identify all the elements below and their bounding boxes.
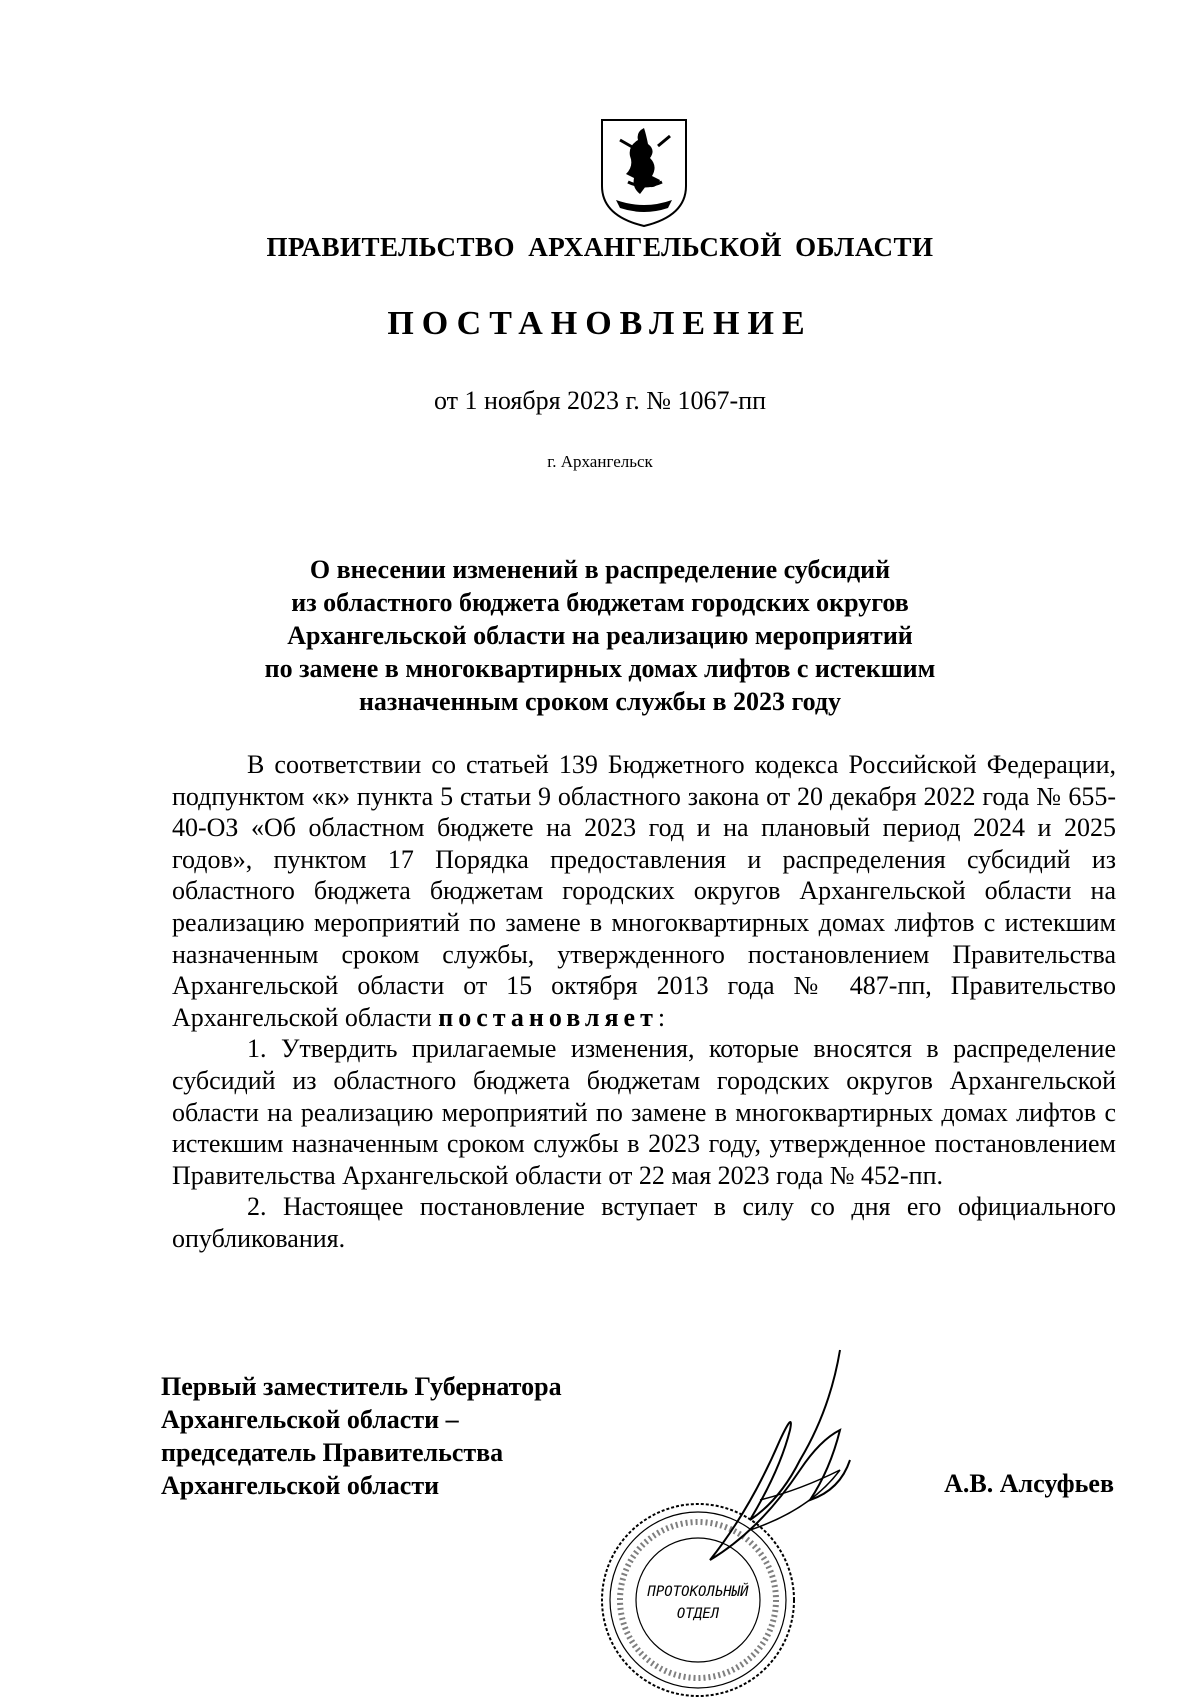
round-seal-stamp-icon bbox=[598, 1500, 798, 1700]
title-line: назначенным сроком службы в 2023 году bbox=[358, 687, 842, 716]
decree-word: постановляет bbox=[438, 1002, 658, 1032]
svg-text:ОТДЕЛ: ОТДЕЛ bbox=[676, 1606, 720, 1622]
svg-text:ПРОТОКОЛЬНЫЙ: ПРОТОКОЛЬНЫЙ bbox=[647, 1584, 749, 1600]
title-line: по замене в многоквартирных домах лифтов с истекшим bbox=[264, 654, 936, 683]
document-city: г. Архангельск bbox=[547, 452, 653, 471]
item-2-paragraph: 2. Настоящее постановление вступает в силу со дня его официального опубликования. bbox=[172, 1192, 1116, 1253]
document-body bbox=[172, 749, 1116, 1255]
document-type: ПОСТАНОВЛЕНИЕ bbox=[387, 305, 813, 342]
coat-of-arms-icon bbox=[598, 116, 690, 228]
item-1-paragraph: 1. Утвердить прилагаемые изменения, которые вносятся в распределение субсидий из областного бюджета бюджетам городских округов Архангельской области на реализацию мероприятий по замене в многоквартирных домах лифтов с истекшим назначенным сроком службы в 2023 году, утвержденное постановлением Правительства Архангельской области от 22 мая 2023 года № 452-пп. bbox=[172, 1034, 1116, 1190]
document-date-number: от 1 ноября 2023 г. № 1067-пп bbox=[433, 386, 767, 415]
preamble-paragraph bbox=[172, 749, 1116, 1033]
decree-colon: : bbox=[657, 1002, 666, 1032]
position-line: Архангельской области – bbox=[161, 1405, 459, 1434]
position-line: председатель Правительства bbox=[161, 1438, 504, 1467]
title-line: Архангельской области на реализацию мероприятий bbox=[287, 621, 913, 650]
position-line: Архангельской области bbox=[161, 1471, 440, 1500]
document-title bbox=[180, 553, 1020, 718]
title-line: из областного бюджета бюджетам городских округов bbox=[291, 588, 909, 617]
title-line: О внесении изменений в распределение субсидий bbox=[309, 555, 891, 584]
signer-position bbox=[161, 1370, 562, 1502]
signer-name: А.В. Алсуфьев bbox=[944, 1469, 1114, 1498]
position-line: Первый заместитель Губернатора bbox=[161, 1372, 562, 1401]
preamble-text: В соответствии со статьей 139 Бюджетного кодекса Российской Федерации, подпунктом «к» пункта 5 статьи 9 областного закона от 20 декабря 2022 года № 655-40-ОЗ «Об областном бюджете на 2023 год и на плановый период 2024 и 2025 годов», пунктом 17 Порядка предоставления и распределения субсидий из областного бюджета бюджетам городских округов Архангельской области на реализацию мероприятий по замене в многоквартирных домах лифтов с истекшим назначенным сроком службы, утвержденного постановлением Правительства Архангельской области от 15 октября 2013 года № 487-пп, Правительство Архангельской области bbox=[172, 750, 1116, 1032]
organization-name: ПРАВИТЕЛЬСТВО АРХАНГЕЛЬСКОЙ ОБЛАСТИ bbox=[266, 232, 934, 262]
